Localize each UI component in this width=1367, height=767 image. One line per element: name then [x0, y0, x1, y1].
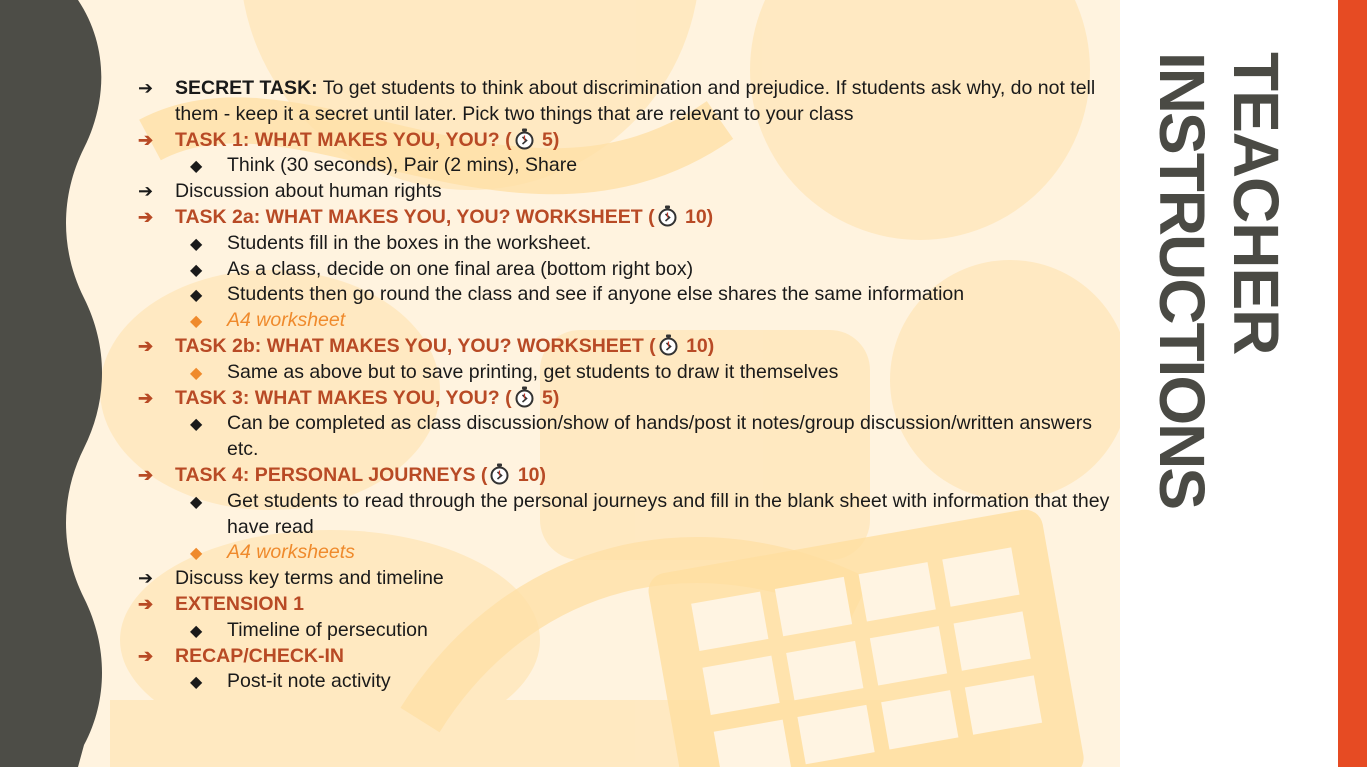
extension-step-text: Timeline of persecution	[227, 618, 428, 641]
secret-task-text: To get students to think about discrimination and prejudice. If students ask why, do not tell them - keep it a secret until later. Pick two things that are relevant to your class	[175, 77, 1096, 125]
list-item-key-terms	[138, 566, 1118, 592]
list-item-task-4-resource	[138, 540, 1118, 566]
diamond-bullet: ◆	[190, 313, 203, 331]
list-item-task-2a-step-1	[138, 231, 1118, 257]
diamond-bullet: ◆	[190, 416, 203, 434]
list-item-recap-step	[138, 669, 1118, 695]
list-item-task-3	[138, 386, 1118, 412]
title-line-instructions: INSTRUCTIONS	[1146, 52, 1218, 508]
task-4-minutes: 10)	[512, 463, 547, 486]
list-item-recap	[138, 644, 1118, 670]
arrow-bullet: ➔	[138, 129, 154, 150]
key-terms-text: Discuss key terms and timeline	[175, 567, 444, 590]
title-line-teacher: TEACHER	[1220, 52, 1292, 355]
diamond-bullet: ◆	[190, 287, 203, 305]
recap-heading: RECAP/CHECK-IN	[175, 644, 345, 667]
arrow-bullet: ➔	[138, 78, 154, 98]
arrow-bullet: ➔	[138, 387, 154, 408]
task-4-step-text: Get students to read through the personal journeys and fill in the blank sheet with information that they have read	[227, 489, 1110, 538]
list-item-task-2b-step	[138, 360, 1118, 386]
task-2a-step-1-text: Students fill in the boxes in the worksheet.	[227, 231, 592, 254]
arrow-bullet: ➔	[138, 464, 154, 485]
task-4-heading: TASK 4: PERSONAL JOURNEYS (	[175, 463, 488, 486]
stopwatch-icon	[658, 334, 679, 356]
list-item-discussion	[138, 179, 1118, 205]
arrow-bullet: ➔	[138, 206, 154, 227]
task-3-step-text: Can be completed as class discussion/show of hands/post it notes/group discussion/written answers etc.	[227, 412, 1092, 461]
task-4-resource-text: A4 worksheets	[227, 541, 355, 564]
recap-step-text: Post-it note activity	[227, 670, 391, 693]
extension-heading: EXTENSION 1	[175, 592, 304, 615]
list-item-extension-step	[138, 618, 1118, 644]
arrow-bullet: ➔	[138, 593, 154, 614]
wavy-side-border	[0, 0, 120, 767]
task-2b-minutes: 10)	[680, 334, 715, 357]
list-item-task-4	[138, 463, 1118, 489]
list-item-task-2a-step-2	[138, 257, 1118, 283]
diamond-bullet: ◆	[190, 622, 203, 640]
accent-bar	[1338, 0, 1367, 767]
secret-task-label: SECRET TASK:	[175, 77, 318, 99]
discussion-text: Discussion about human rights	[175, 180, 442, 203]
task-2a-resource-text: A4 worksheet	[227, 309, 346, 332]
task-2a-heading: TASK 2a: WHAT MAKES YOU, YOU? WORKSHEET (	[175, 205, 655, 228]
list-item-task-2a-step-3	[138, 282, 1118, 308]
task-2b-step-text: Same as above but to save printing, get students to draw it themselves	[227, 360, 839, 383]
task-2a-step-2-text: As a class, decide on one final area (bottom right box)	[227, 257, 694, 280]
arrow-bullet: ➔	[138, 645, 154, 666]
diamond-bullet: ◆	[190, 493, 203, 511]
list-item-extension	[138, 592, 1118, 618]
list-item-secret-task	[138, 76, 1118, 128]
list-item-task-2a	[138, 205, 1118, 231]
arrow-bullet: ➔	[138, 181, 154, 202]
list-item-task-2a-resource	[138, 308, 1118, 334]
task-3-minutes: 5)	[536, 386, 560, 409]
list-item-task-4-step	[138, 489, 1117, 541]
task-3-heading: TASK 3: WHAT MAKES YOU, YOU? (	[175, 386, 512, 409]
diamond-bullet: ◆	[190, 545, 203, 563]
diamond-bullet: ◆	[190, 158, 203, 176]
task-1-heading: TASK 1: WHAT MAKES YOU, YOU? (	[175, 128, 512, 151]
task-1-step-text: Think (30 seconds), Pair (2 mins), Share	[227, 154, 578, 177]
task-1-minutes: 5)	[536, 128, 560, 151]
stopwatch-icon	[489, 463, 510, 485]
slide-title	[1146, 52, 1292, 612]
list-item-task-1	[138, 128, 1118, 154]
instruction-list	[138, 76, 1118, 695]
diamond-bullet: ◆	[190, 364, 203, 382]
diamond-bullet: ◆	[190, 261, 203, 279]
task-2b-heading: TASK 2b: WHAT MAKES YOU, YOU? WORKSHEET (	[175, 334, 656, 357]
arrow-bullet: ➔	[138, 568, 154, 589]
task-2a-minutes: 10)	[679, 205, 714, 228]
list-item-task-3-step	[138, 411, 1097, 463]
stopwatch-icon	[514, 386, 535, 408]
diamond-bullet: ◆	[190, 674, 203, 692]
stopwatch-icon	[657, 205, 678, 227]
list-item-task-2b	[138, 334, 1118, 360]
diamond-bullet: ◆	[190, 235, 203, 253]
task-2a-step-3-text: Students then go round the class and see if anyone else shares the same information	[227, 283, 965, 306]
list-item-task-1-step	[138, 153, 1118, 179]
stopwatch-icon	[514, 128, 535, 150]
arrow-bullet: ➔	[138, 335, 154, 356]
